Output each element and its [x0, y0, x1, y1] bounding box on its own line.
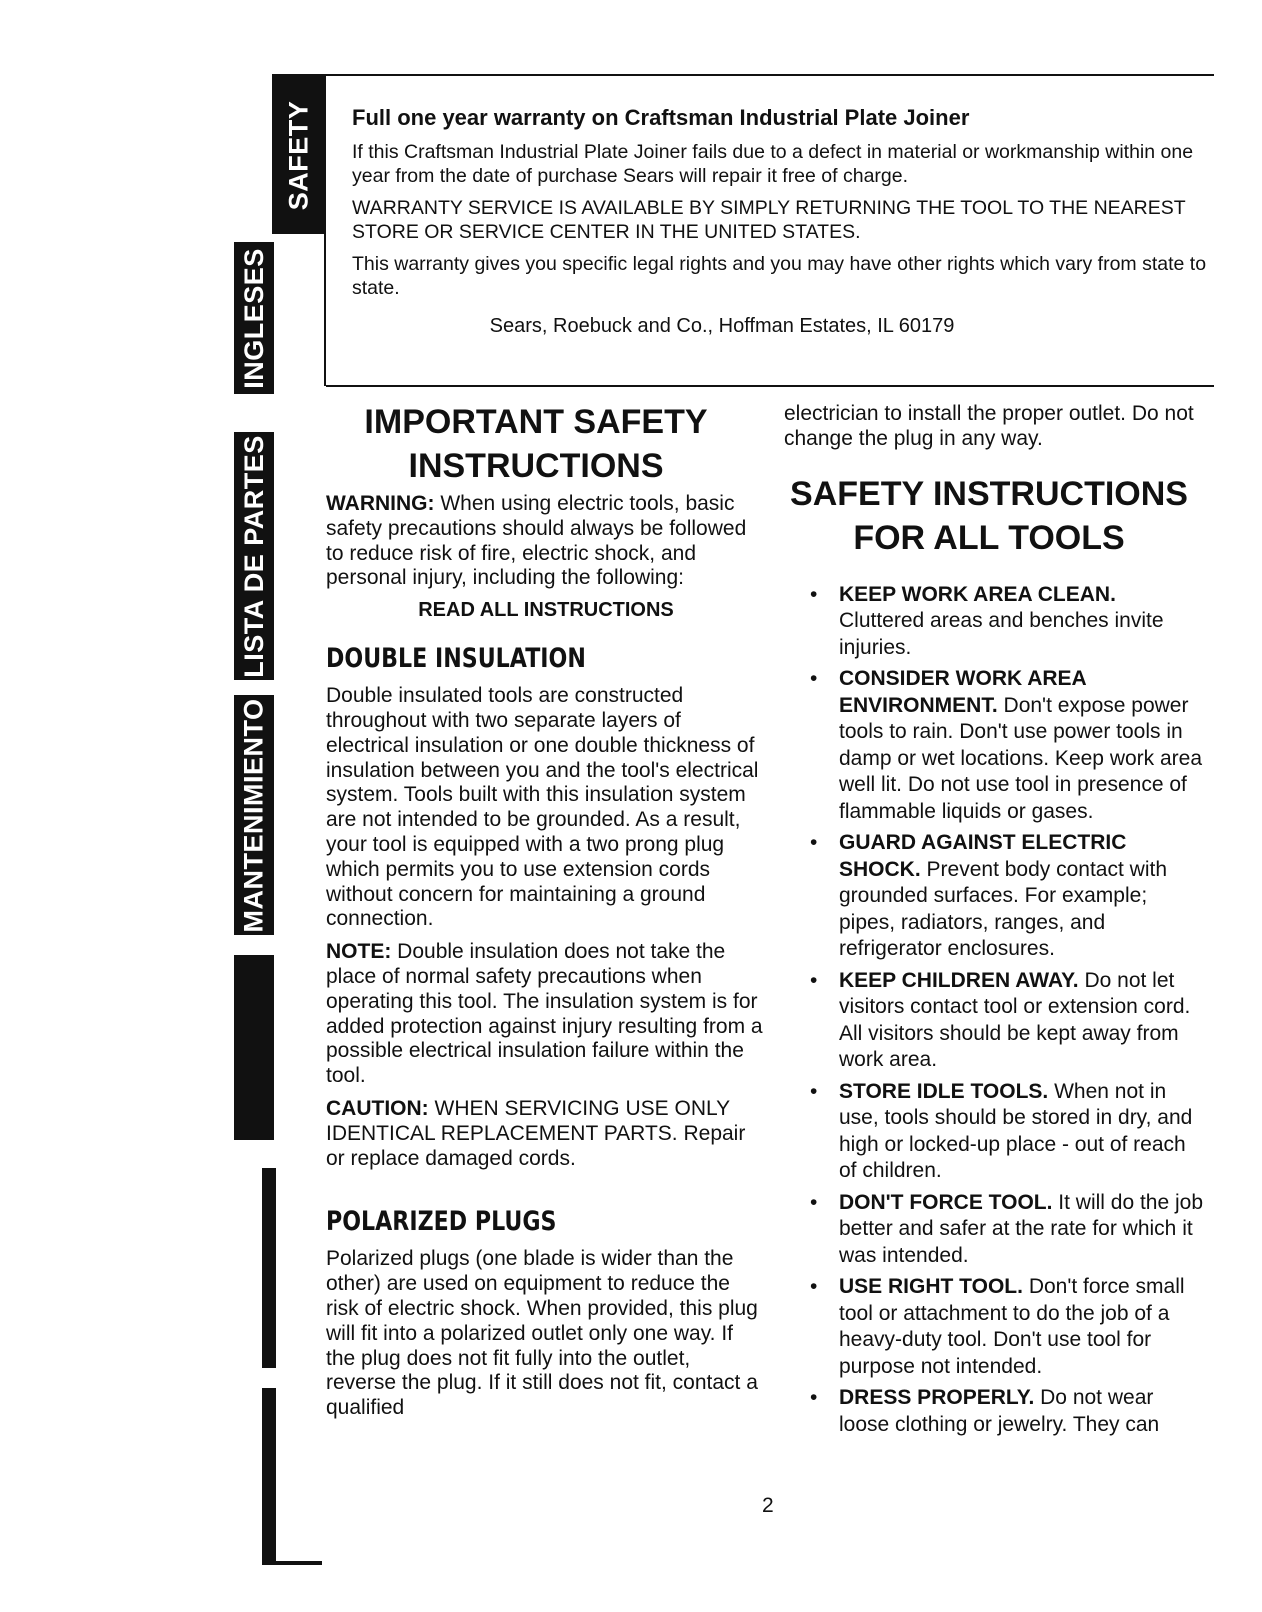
- bullet-icon: •: [810, 968, 818, 992]
- polarized-plugs-heading: POLARIZED PLUGS: [326, 1206, 557, 1238]
- tab-lista-de-partes[interactable]: [234, 432, 274, 680]
- bullet-icon: •: [810, 667, 818, 691]
- tab-mantenimiento-label: MANTENIMIENTO: [238, 698, 269, 932]
- list-item: [784, 666, 1204, 825]
- side-tab-bar: [262, 1388, 276, 1564]
- bullet-icon: •: [810, 582, 818, 606]
- list-item: [784, 1274, 1204, 1380]
- heading-line: INSTRUCTIONS: [408, 447, 664, 485]
- item-title: STORE IDLE TOOLS.: [839, 1079, 1049, 1103]
- polarized-plugs-continued: electrician to install the proper outlet. Do not change the plug in any way.: [784, 402, 1194, 450]
- heading-line: SAFETY INSTRUCTIONS: [790, 474, 1188, 513]
- item-text: Do not wear loose clothing or jewelry. They can: [839, 1386, 1160, 1436]
- bullet-icon: •: [810, 1275, 818, 1299]
- polarized-plugs-paragraph: Polarized plugs (one blade is wider than the other) are used on equipment to reduce the risk of electric shock. When provided, this plug will fit into a polarized outlet only one way. If the plug does not fit fully into the outlet, reverse the plug. If it still does not fit, contact a qualified: [326, 1247, 758, 1420]
- tab-mantenimiento[interactable]: [234, 695, 274, 935]
- item-title: KEEP CHILDREN AWAY.: [839, 968, 1079, 992]
- safety-all-tools-heading: [774, 472, 1204, 560]
- important-safety-heading: [316, 400, 756, 488]
- list-item: [784, 1079, 1204, 1185]
- bullet-icon: •: [810, 1386, 818, 1410]
- item-title: USE RIGHT TOOL.: [839, 1275, 1023, 1299]
- warranty-rule-bottom: [326, 385, 1214, 387]
- left-column: [326, 400, 766, 1429]
- warranty-address: Sears, Roebuck and Co., Hoffman Estates, IL 60179: [489, 315, 955, 337]
- bullet-icon: •: [810, 1190, 818, 1214]
- item-title: DON'T FORCE TOOL.: [839, 1190, 1053, 1214]
- safety-list: [784, 582, 1204, 1439]
- item-text: When not in use, tools should be stored in dry, and high or locked-up place - out of reach of children.: [839, 1079, 1193, 1183]
- tab-ingleses-label: INGLESES: [238, 247, 269, 389]
- warning-label: WARNING:: [326, 492, 435, 515]
- warranty-rights-paragraph: This warranty gives you specific legal rights and you may have other rights which vary from state to state.: [352, 253, 1207, 299]
- warranty-service-paragraph: WARRANTY SERVICE IS AVAILABLE BY SIMPLY RETURNING THE TOOL TO THE NEAREST STORE OR SERVICE CENTER IN THE UNITED STATES.: [352, 197, 1186, 243]
- item-text: It will do the job better and safer at the rate for which it was intended.: [839, 1190, 1204, 1267]
- tab-operacion-label: OPERACION: [174, 963, 205, 1132]
- heading-line: IMPORTANT SAFETY: [364, 403, 708, 441]
- side-tab-foot: [262, 1561, 322, 1565]
- warranty-paragraph: If this Craftsman Industrial Plate Joiner fails due to a defect in material or workmanship within one year from the date of purchase Sears will repair it free of charge.: [352, 141, 1194, 187]
- note-text: Double insulation does not take the place of normal safety precautions when operating this tool. The insulation system is for added protection against injury resulting from a possible electrical insulation failure within the tool.: [326, 940, 763, 1088]
- warning-text: When using electric tools, basic safety precautions should always be followed to reduce risk of fire, electric shock, and personal injury, including the following:: [326, 492, 747, 590]
- page-number: 2: [762, 1494, 774, 1517]
- list-item: [784, 830, 1204, 963]
- right-column: [784, 402, 1204, 1443]
- item-text: Do not let visitors contact tool or extension cord. All visitors should be kept away from work area.: [839, 968, 1191, 1072]
- tab-safety-label: SAFETY: [283, 100, 314, 210]
- tab-safety[interactable]: [272, 76, 326, 234]
- note-label: NOTE:: [326, 940, 392, 964]
- caution-text: WHEN SERVICING USE ONLY IDENTICAL REPLACEMENT PARTS. Repair or replace damaged cords.: [326, 1096, 746, 1170]
- bullet-icon: •: [810, 1079, 818, 1103]
- bullet-icon: •: [810, 831, 818, 855]
- list-item: [784, 1385, 1204, 1438]
- tab-ingleses[interactable]: [234, 242, 274, 394]
- list-item: [784, 582, 1204, 662]
- caution-paragraph: [326, 1097, 766, 1171]
- item-title: GUARD AGAINST ELECTRIC SHOCK.: [839, 831, 1127, 881]
- note-paragraph: [326, 940, 766, 1089]
- tab-lista-label: LISTA DE PARTES: [238, 434, 269, 678]
- tab-operacion[interactable]: [174, 955, 274, 1140]
- warranty-rule-top: [272, 74, 1214, 76]
- side-tab-bar: [262, 1168, 276, 1368]
- item-text: Prevent body contact with grounded surfaces. For example; pipes, radiators, ranges, and refrigerator enclosures.: [839, 857, 1167, 961]
- double-insulation-paragraph: Double insulated tools are constructed throughout with two separate layers of electrical insulation or one double thickness of insulation between you and the tool's electrical system. Tools built with this insulation system are not intended to be grounded. As a result, your tool is equipped with a two prong plug which permits you to use extension cords without concern for maintaining a ground connection.: [326, 684, 759, 931]
- warranty-title: Full one year warranty on Craftsman Industrial Plate Joiner: [352, 105, 970, 130]
- list-item: [784, 1190, 1204, 1270]
- caution-label: CAUTION:: [326, 1096, 429, 1120]
- item-text: Don't force small tool or attachment to do the job of a heavy-duty tool. Don't use tool for purpose not intended.: [839, 1275, 1185, 1378]
- warranty-rule-left: [324, 76, 326, 386]
- heading-line: FOR ALL TOOLS: [853, 518, 1125, 557]
- read-all-instructions: READ ALL INSTRUCTIONS: [418, 599, 674, 622]
- item-text: Don't expose power tools to rain. Don't use power tools in damp or wet locations. Keep work area well lit. Do not use tool in presence of flammable liquids or gases.: [839, 693, 1203, 823]
- warranty-box: [352, 104, 1212, 346]
- item-text: Cluttered areas and benches invite injuries.: [839, 609, 1164, 659]
- warning-paragraph: [326, 492, 766, 591]
- item-title: KEEP WORK AREA CLEAN.: [839, 582, 1116, 606]
- double-insulation-heading: DOUBLE INSULATION: [326, 643, 586, 675]
- item-title: DRESS PROPERLY.: [839, 1386, 1035, 1410]
- list-item: [784, 968, 1204, 1074]
- item-title: CONSIDER WORK AREA ENVIRONMENT.: [839, 667, 1086, 717]
